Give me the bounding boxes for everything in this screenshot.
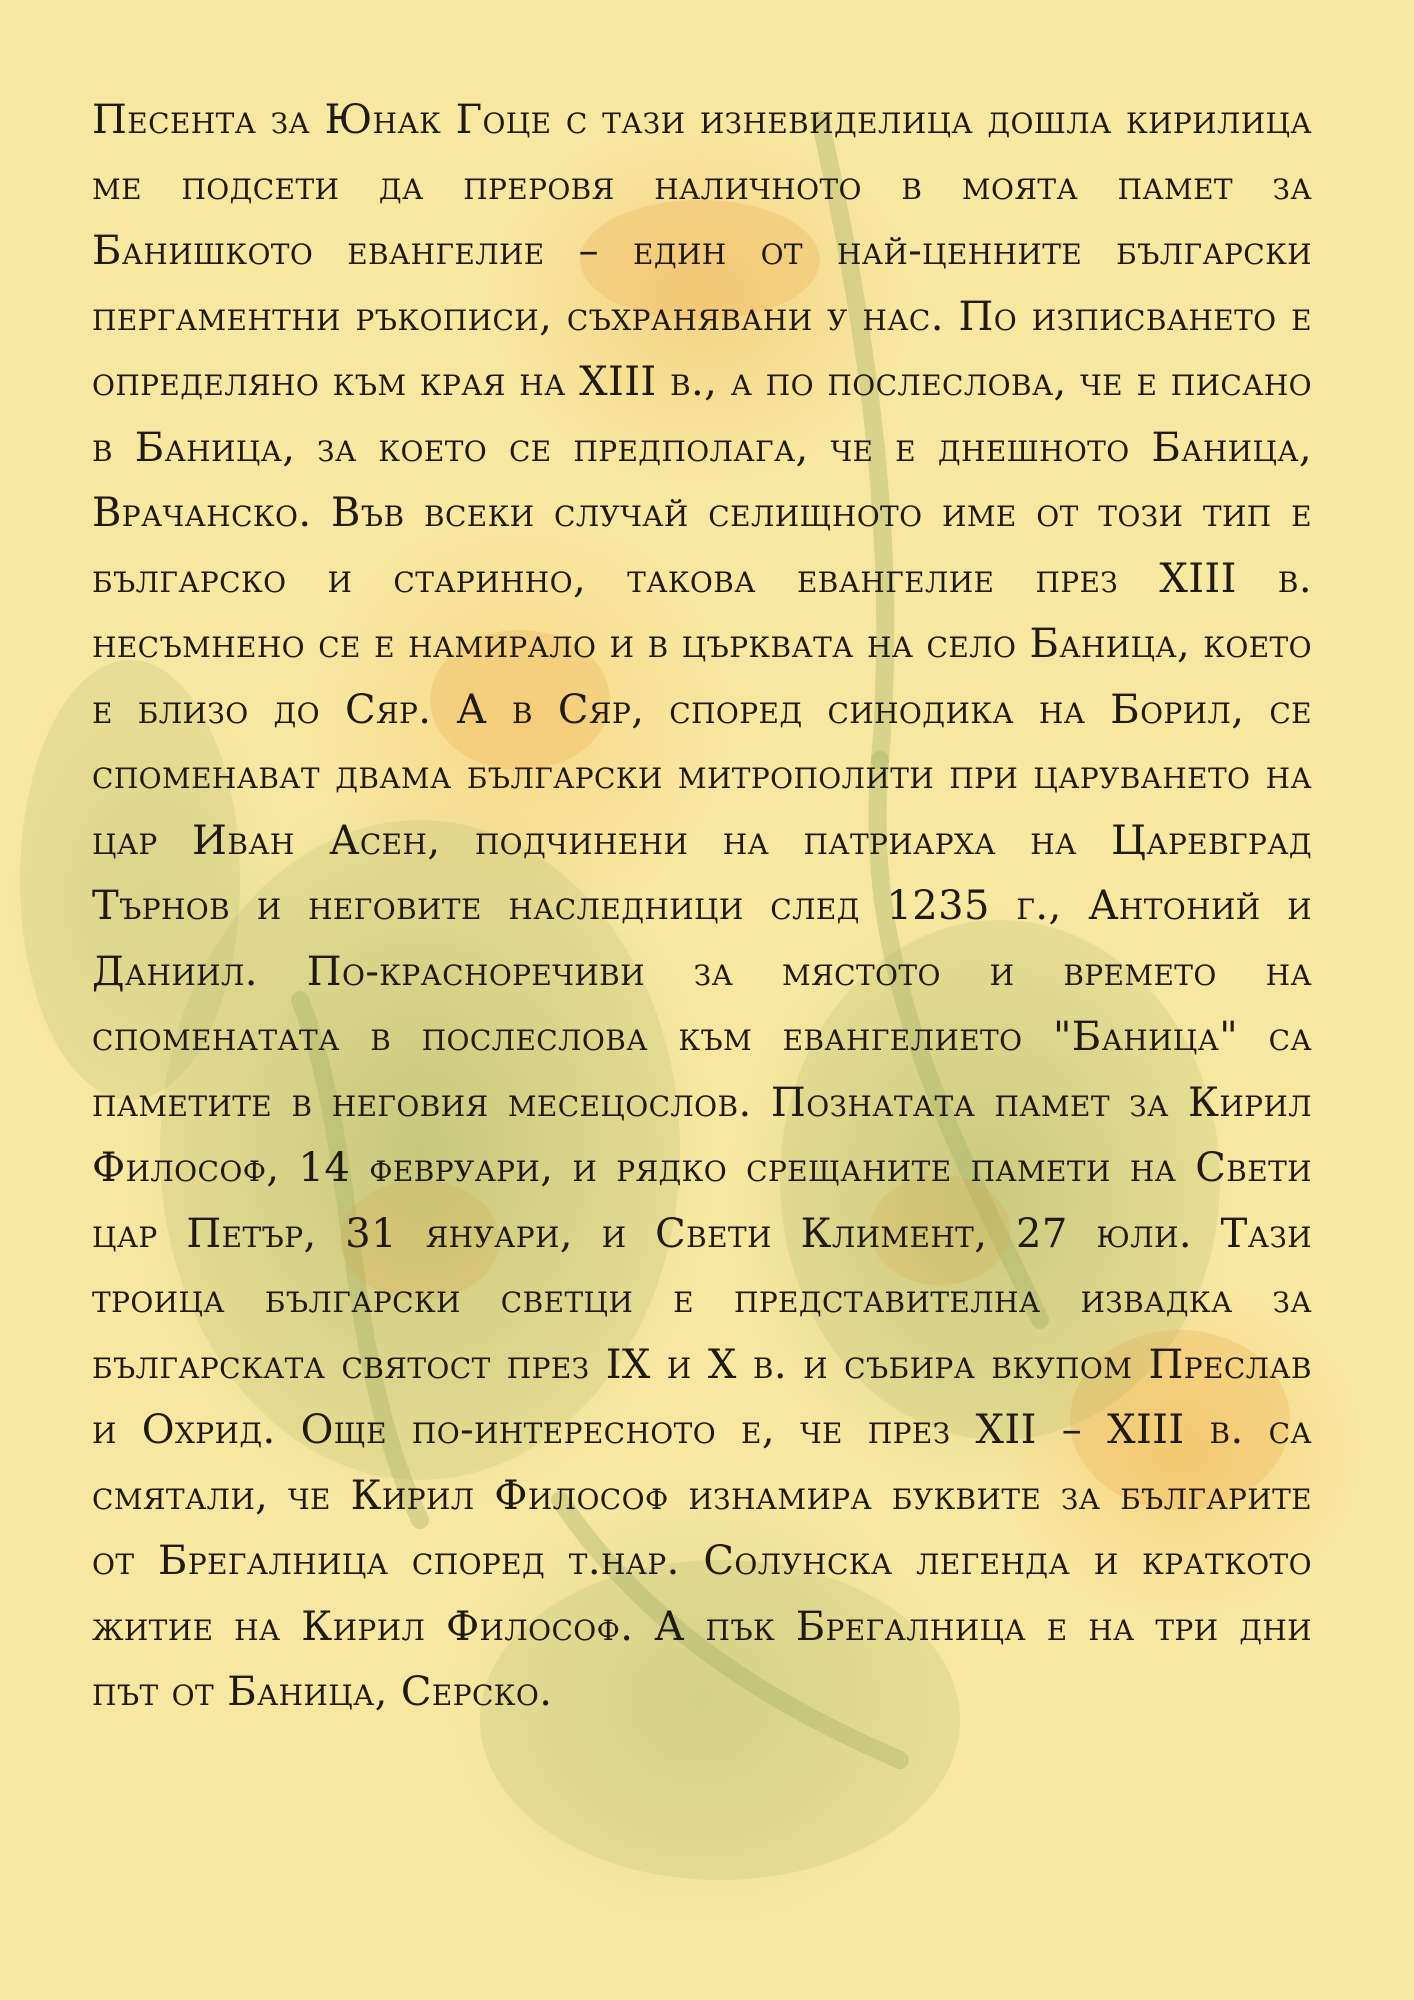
body-paragraph: Песента за Юнак Гоце с тази изневиделица дошла кирилица ме подсети да преровя наличното в моята памет за Банишкото евангелие – един от най-ценните български пергаментни ръкописи, съхранявани у нас. По изписването е определяно към края на XIII в., а по послеслова, че е писано в Баница, за което се предполага, че е днешното Баница, Врачанско. Във всеки случай селищното име от този тип е българско и старинно, такова евангелие през XIII в. несъмнено се е намирало и в църквата на село Баница, което е близо до Сяр. А в Сяр, според синодика на Борил, се споменават двама български митрополити при царуването на цар Иван Асен, подчинени на патриарха на Царевград Търнов и неговите наследници след 1235 г., Антоний и Даниил. По-красноречиви за мястото и времето на споменатата в послеслова към евангелието "Баница" са паметите в неговия месецослов. Познатата памет за Кирил Философ, 14 февруари, и рядко срещаните памети на Свети цар Петър, 31 януари, и Свети Климент, 27 юли. Тази троица български светци е представителна извадка за българската святост през IX и X в. и събира вкупом Преслав и Охрид. Още по-интересното е, че през XII – XIII в. са смятали, че Кирил Философ изнамира буквите за българите от Брегалница според т.нар. Солунска легенда и краткото житие на Кирил Философ. А пък Брегалница е на три дни път от Баница, Серско. xyxy=(92,97,1312,1715)
